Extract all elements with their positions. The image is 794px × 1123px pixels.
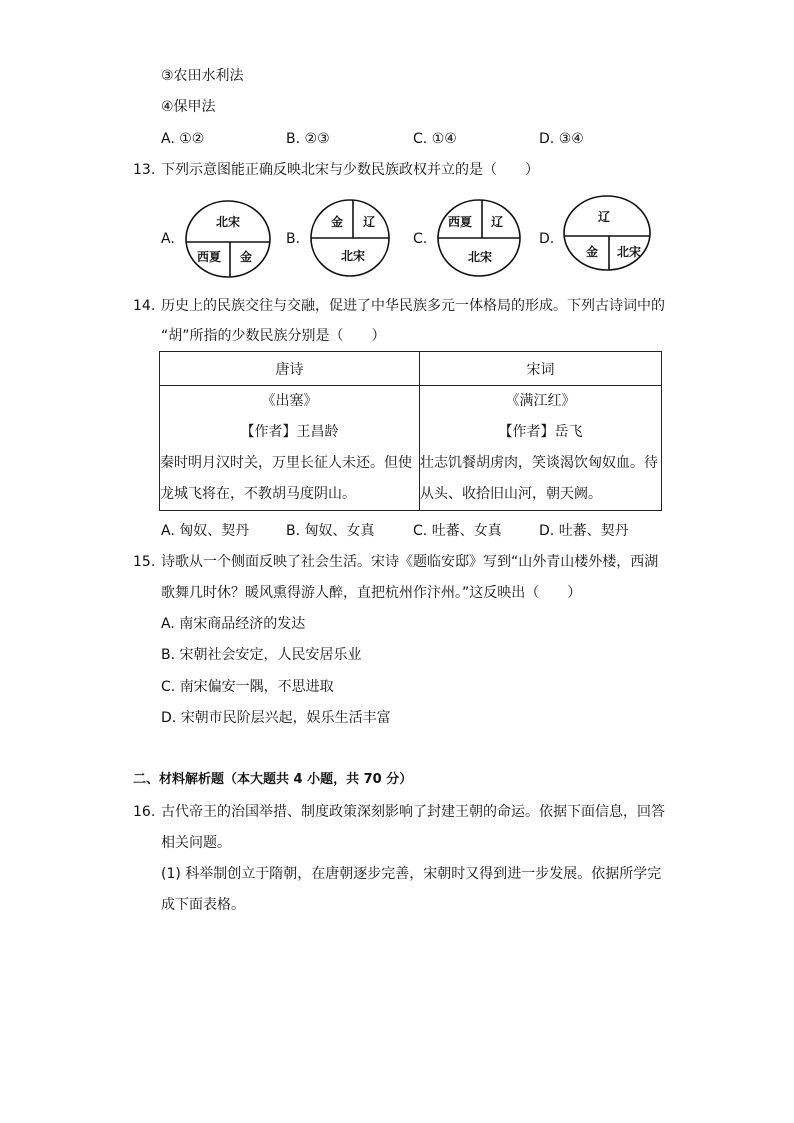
label-top-right: 辽 <box>490 215 504 229</box>
q12-option-c[interactable]: C. ①④ <box>413 131 457 147</box>
q14-option-b[interactable]: B. 匈奴、女真 <box>286 523 375 539</box>
q16-number: 16. <box>133 804 156 820</box>
poem-author-right: 【作者】岳飞 <box>498 424 583 440</box>
label-top: 辽 <box>597 210 611 224</box>
q12-option-b[interactable]: B. ②③ <box>286 131 330 147</box>
q15-option-b[interactable]: B. 宋朝社会安定，人民安居乐业 <box>161 647 362 663</box>
q15-option-a[interactable]: A. 南宋商品经济的发达 <box>161 616 306 632</box>
label-left: 西夏 <box>196 250 222 264</box>
circle-outline <box>186 201 270 277</box>
label-bottom: 北宋 <box>467 250 493 264</box>
poem-line2-left: 龙城飞将在，不教胡马度阴山。 <box>160 486 356 502</box>
q15-number: 15. <box>133 554 156 570</box>
q14-option-d[interactable]: D. 吐蕃、契丹 <box>539 523 629 539</box>
poem-table <box>159 351 662 511</box>
q12-item-3: ③农田水利法 <box>161 68 244 84</box>
label-right: 金 <box>239 250 253 264</box>
header-song-ci: 宋词 <box>420 352 662 386</box>
q12-item-4: ④保甲法 <box>161 99 216 115</box>
q12-option-d[interactable]: D. ③④ <box>539 131 584 147</box>
q13-stem: 下列示意图能正确反映北宋与少数民族政权并立的是（ ） <box>161 162 539 178</box>
q15-option-d[interactable]: D. 宋朝市民阶层兴起，娱乐生活丰富 <box>161 710 391 726</box>
label-left: 金 <box>585 245 599 259</box>
q14-option-c[interactable]: C. 吐蕃、女真 <box>413 523 502 539</box>
q13-option-d-letter[interactable]: D. <box>539 231 555 247</box>
cell-man-jiang-hong <box>420 386 662 511</box>
poem-line2-right: 从头、收拾旧山河，朝天阙。 <box>420 486 602 502</box>
q14-number: 14. <box>133 298 156 314</box>
q13-number: 13. <box>133 162 156 178</box>
q12-option-a[interactable]: A. ①② <box>161 131 205 147</box>
label-top: 北宋 <box>215 215 241 229</box>
section-title: 二、材料解析题（本大题共 4 小题，共 70 分） <box>133 772 413 787</box>
label-top-right: 辽 <box>362 215 376 229</box>
q15-stem-line2: 歌舞几时休？暖风熏得游人醉，直把杭州作汴州。”这反映出（ ） <box>161 585 582 601</box>
poem-line1-left: 秦时明月汉时关，万里长征人未还。但使 <box>160 455 412 471</box>
poem-title-right: 《满江红》 <box>505 393 576 409</box>
q13-option-b-letter[interactable]: B. <box>286 231 301 247</box>
q13-diagram-a <box>184 199 272 279</box>
q16-subquestion-line2: 成下面表格。 <box>161 897 245 913</box>
label-top-left: 金 <box>330 215 344 229</box>
q13-diagram-c <box>436 198 522 278</box>
q15-stem-line1: 诗歌从一个侧面反映了社会生活。宋诗《题临安邸》写到“山外青山楼外楼，西湖 <box>161 554 659 570</box>
label-right: 北宋 <box>616 245 642 259</box>
q13-diagram-d <box>562 194 652 272</box>
q16-subquestion-line1: (1) 科举制创立于隋朝，在唐朝逐步完善，宋朝时又得到进一步发展。依据所学完 <box>161 866 662 882</box>
poem-author-left: 【作者】王昌龄 <box>240 424 339 440</box>
q13-diagram-b <box>309 198 391 278</box>
q13-option-a-letter[interactable]: A. <box>161 231 175 247</box>
label-bottom: 北宋 <box>340 249 366 263</box>
poem-line1-right: 壮志饥餐胡虏肉，笑谈渴饮匈奴血。待 <box>420 455 658 471</box>
q14-stem-line2: “胡”所指的少数民族分别是（ ） <box>161 328 386 344</box>
q16-stem-line2: 相关问题。 <box>161 835 231 851</box>
q13-option-c-letter[interactable]: C. <box>413 231 428 247</box>
q15-option-c[interactable]: C. 南宋偏安一隅，不思进取 <box>161 679 334 695</box>
cell-chu-sai <box>160 386 420 511</box>
q14-stem-line1: 历史上的民族交往与交融，促进了中华民族多元一体格局的形成。下列古诗词中的 <box>161 298 665 314</box>
q16-stem-line1: 古代帝王的治国举措、制度政策深刻影响了封建王朝的命运。依据下面信息，回答 <box>161 804 665 820</box>
q14-option-a[interactable]: A. 匈奴、契丹 <box>161 523 250 539</box>
poem-title-left: 《出塞》 <box>261 393 318 409</box>
label-top-left: 西夏 <box>447 215 473 229</box>
header-tang-poetry: 唐诗 <box>160 352 420 386</box>
